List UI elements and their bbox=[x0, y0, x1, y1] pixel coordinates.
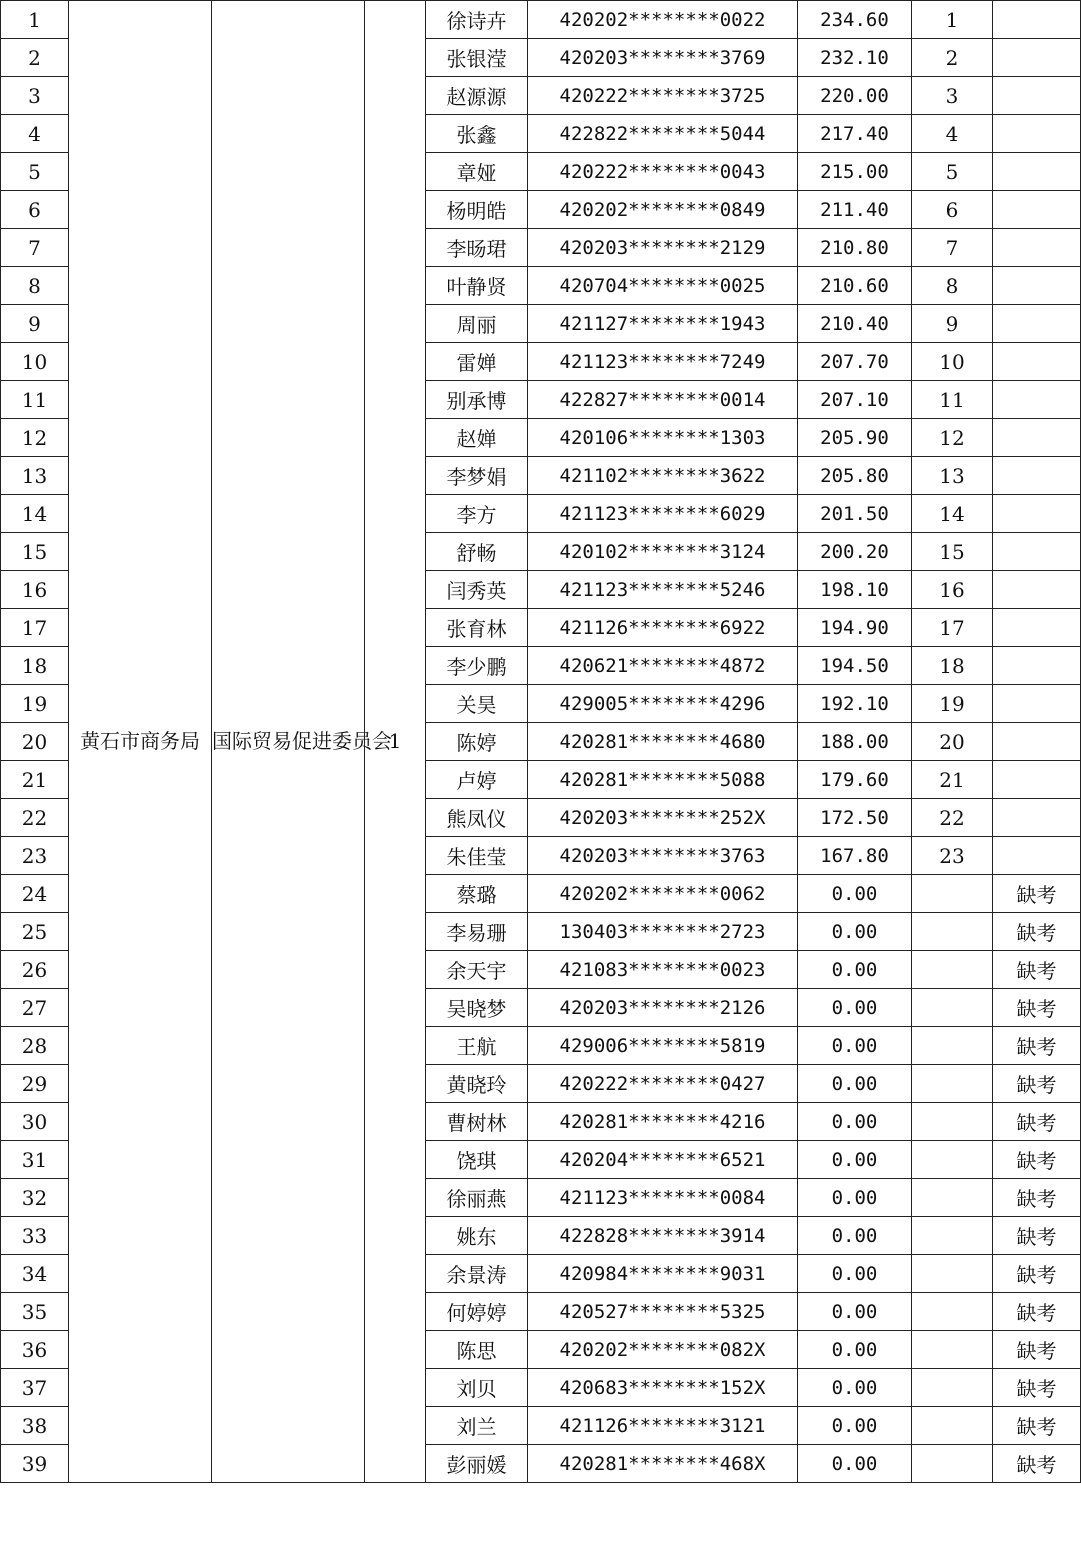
id-number-cell: 420281********4680 bbox=[528, 723, 798, 761]
score-cell: 198.10 bbox=[798, 571, 912, 609]
score-cell: 205.80 bbox=[798, 457, 912, 495]
name-cell: 余天宇 bbox=[426, 951, 528, 989]
name-cell: 王航 bbox=[426, 1027, 528, 1065]
note-cell bbox=[993, 1, 1081, 39]
serial-number-cell: 14 bbox=[1, 495, 69, 533]
serial-number-cell: 3 bbox=[1, 77, 69, 115]
rank-cell: 3 bbox=[912, 77, 993, 115]
note-cell: 缺考 bbox=[993, 1141, 1081, 1179]
rank-cell: 8 bbox=[912, 267, 993, 305]
rank-cell: 21 bbox=[912, 761, 993, 799]
id-number-cell: 420621********4872 bbox=[528, 647, 798, 685]
rank-cell bbox=[912, 1217, 993, 1255]
name-cell: 张育林 bbox=[426, 609, 528, 647]
serial-number-cell: 36 bbox=[1, 1331, 69, 1369]
id-number-cell: 421127********1943 bbox=[528, 305, 798, 343]
score-cell: 0.00 bbox=[798, 1027, 912, 1065]
name-cell: 赵婵 bbox=[426, 419, 528, 457]
rank-cell: 17 bbox=[912, 609, 993, 647]
note-cell bbox=[993, 685, 1081, 723]
id-number-cell: 421123********6029 bbox=[528, 495, 798, 533]
id-number-cell: 420204********6521 bbox=[528, 1141, 798, 1179]
score-cell: 220.00 bbox=[798, 77, 912, 115]
note-cell bbox=[993, 229, 1081, 267]
serial-number-cell: 17 bbox=[1, 609, 69, 647]
id-number-cell: 130403********2723 bbox=[528, 913, 798, 951]
id-number-cell: 420222********3725 bbox=[528, 77, 798, 115]
id-number-cell: 420527********5325 bbox=[528, 1293, 798, 1331]
id-number-cell: 421123********5246 bbox=[528, 571, 798, 609]
note-cell: 缺考 bbox=[993, 989, 1081, 1027]
rank-cell: 12 bbox=[912, 419, 993, 457]
id-number-cell: 429006********5819 bbox=[528, 1027, 798, 1065]
note-cell: 缺考 bbox=[993, 1027, 1081, 1065]
note-cell: 缺考 bbox=[993, 1369, 1081, 1407]
score-cell: 194.50 bbox=[798, 647, 912, 685]
serial-number-cell: 39 bbox=[1, 1445, 69, 1483]
name-cell: 李少鹏 bbox=[426, 647, 528, 685]
rank-cell bbox=[912, 1369, 993, 1407]
score-cell: 207.10 bbox=[798, 381, 912, 419]
score-cell: 205.90 bbox=[798, 419, 912, 457]
serial-number-cell: 7 bbox=[1, 229, 69, 267]
score-cell: 210.40 bbox=[798, 305, 912, 343]
note-cell: 缺考 bbox=[993, 1445, 1081, 1483]
id-number-cell: 420203********252X bbox=[528, 799, 798, 837]
id-number-cell: 420202********0022 bbox=[528, 1, 798, 39]
id-number-cell: 420704********0025 bbox=[528, 267, 798, 305]
serial-number-cell: 19 bbox=[1, 685, 69, 723]
serial-number-cell: 29 bbox=[1, 1065, 69, 1103]
id-number-cell: 420984********9031 bbox=[528, 1255, 798, 1293]
serial-number-cell: 12 bbox=[1, 419, 69, 457]
id-number-cell: 421123********7249 bbox=[528, 343, 798, 381]
name-cell: 徐诗卉 bbox=[426, 1, 528, 39]
name-cell: 余景涛 bbox=[426, 1255, 528, 1293]
note-cell: 缺考 bbox=[993, 875, 1081, 913]
rank-cell: 14 bbox=[912, 495, 993, 533]
name-cell: 彭丽媛 bbox=[426, 1445, 528, 1483]
score-cell: 0.00 bbox=[798, 913, 912, 951]
rank-cell bbox=[912, 1255, 993, 1293]
rank-cell: 19 bbox=[912, 685, 993, 723]
name-cell: 雷婵 bbox=[426, 343, 528, 381]
rank-cell bbox=[912, 1103, 993, 1141]
serial-number-cell: 34 bbox=[1, 1255, 69, 1293]
rank-cell bbox=[912, 989, 993, 1027]
score-cell: 179.60 bbox=[798, 761, 912, 799]
id-number-cell: 420281********5088 bbox=[528, 761, 798, 799]
score-cell: 0.00 bbox=[798, 951, 912, 989]
rank-cell: 18 bbox=[912, 647, 993, 685]
id-number-cell: 421123********0084 bbox=[528, 1179, 798, 1217]
rank-cell: 13 bbox=[912, 457, 993, 495]
note-cell bbox=[993, 533, 1081, 571]
serial-number-cell: 28 bbox=[1, 1027, 69, 1065]
name-cell: 周丽 bbox=[426, 305, 528, 343]
note-cell bbox=[993, 761, 1081, 799]
rank-cell bbox=[912, 1141, 993, 1179]
name-cell: 何婷婷 bbox=[426, 1293, 528, 1331]
serial-number-cell: 4 bbox=[1, 115, 69, 153]
id-number-cell: 420202********082X bbox=[528, 1331, 798, 1369]
table-body bbox=[1, 1, 1081, 1483]
quota-cell: 1 bbox=[365, 1, 426, 1483]
id-number-cell: 420203********2126 bbox=[528, 989, 798, 1027]
id-number-cell: 429005********4296 bbox=[528, 685, 798, 723]
serial-number-cell: 6 bbox=[1, 191, 69, 229]
id-number-cell: 420203********2129 bbox=[528, 229, 798, 267]
score-cell: 0.00 bbox=[798, 1445, 912, 1483]
rank-cell: 10 bbox=[912, 343, 993, 381]
note-cell: 缺考 bbox=[993, 1331, 1081, 1369]
serial-number-cell: 18 bbox=[1, 647, 69, 685]
name-cell: 朱佳莹 bbox=[426, 837, 528, 875]
name-cell: 陈婷 bbox=[426, 723, 528, 761]
id-number-cell: 422828********3914 bbox=[528, 1217, 798, 1255]
score-cell: 0.00 bbox=[798, 1293, 912, 1331]
serial-number-cell: 15 bbox=[1, 533, 69, 571]
note-cell bbox=[993, 647, 1081, 685]
id-number-cell: 420106********1303 bbox=[528, 419, 798, 457]
score-cell: 0.00 bbox=[798, 1141, 912, 1179]
serial-number-cell: 8 bbox=[1, 267, 69, 305]
serial-number-cell: 31 bbox=[1, 1141, 69, 1179]
id-number-cell: 420203********3763 bbox=[528, 837, 798, 875]
name-cell: 徐丽燕 bbox=[426, 1179, 528, 1217]
serial-number-cell: 5 bbox=[1, 153, 69, 191]
name-cell: 杨明皓 bbox=[426, 191, 528, 229]
serial-number-cell: 37 bbox=[1, 1369, 69, 1407]
rank-cell: 1 bbox=[912, 1, 993, 39]
serial-number-cell: 23 bbox=[1, 837, 69, 875]
rank-cell: 22 bbox=[912, 799, 993, 837]
serial-number-cell: 35 bbox=[1, 1293, 69, 1331]
rank-cell bbox=[912, 1179, 993, 1217]
note-cell bbox=[993, 609, 1081, 647]
score-cell: 0.00 bbox=[798, 1407, 912, 1445]
note-cell bbox=[993, 381, 1081, 419]
serial-number-cell: 11 bbox=[1, 381, 69, 419]
name-cell: 舒畅 bbox=[426, 533, 528, 571]
note-cell bbox=[993, 153, 1081, 191]
score-cell: 0.00 bbox=[798, 1331, 912, 1369]
score-cell: 232.10 bbox=[798, 39, 912, 77]
serial-number-cell: 20 bbox=[1, 723, 69, 761]
note-cell bbox=[993, 723, 1081, 761]
note-cell bbox=[993, 419, 1081, 457]
name-cell: 李易珊 bbox=[426, 913, 528, 951]
serial-number-cell: 33 bbox=[1, 1217, 69, 1255]
rank-cell: 9 bbox=[912, 305, 993, 343]
serial-number-cell: 21 bbox=[1, 761, 69, 799]
serial-number-cell: 32 bbox=[1, 1179, 69, 1217]
score-cell: 200.20 bbox=[798, 533, 912, 571]
serial-number-cell: 22 bbox=[1, 799, 69, 837]
note-cell bbox=[993, 799, 1081, 837]
id-number-cell: 420202********0849 bbox=[528, 191, 798, 229]
name-cell: 姚东 bbox=[426, 1217, 528, 1255]
note-cell bbox=[993, 343, 1081, 381]
note-cell bbox=[993, 39, 1081, 77]
rank-cell: 16 bbox=[912, 571, 993, 609]
score-cell: 215.00 bbox=[798, 153, 912, 191]
score-cell: 0.00 bbox=[798, 1103, 912, 1141]
rank-cell: 7 bbox=[912, 229, 993, 267]
name-cell: 张鑫 bbox=[426, 115, 528, 153]
score-cell: 207.70 bbox=[798, 343, 912, 381]
note-cell bbox=[993, 571, 1081, 609]
rank-cell: 15 bbox=[912, 533, 993, 571]
serial-number-cell: 1 bbox=[1, 1, 69, 39]
name-cell: 李旸珺 bbox=[426, 229, 528, 267]
id-number-cell: 420222********0043 bbox=[528, 153, 798, 191]
score-cell: 0.00 bbox=[798, 1217, 912, 1255]
name-cell: 陈思 bbox=[426, 1331, 528, 1369]
name-cell: 吴晓梦 bbox=[426, 989, 528, 1027]
id-number-cell: 420222********0427 bbox=[528, 1065, 798, 1103]
score-cell: 210.60 bbox=[798, 267, 912, 305]
name-cell: 李方 bbox=[426, 495, 528, 533]
note-cell bbox=[993, 457, 1081, 495]
serial-number-cell: 2 bbox=[1, 39, 69, 77]
score-cell: 167.80 bbox=[798, 837, 912, 875]
score-cell: 194.90 bbox=[798, 609, 912, 647]
score-cell: 172.50 bbox=[798, 799, 912, 837]
name-cell: 张银滢 bbox=[426, 39, 528, 77]
rank-cell: 5 bbox=[912, 153, 993, 191]
rank-cell bbox=[912, 1027, 993, 1065]
note-cell: 缺考 bbox=[993, 1179, 1081, 1217]
rank-cell: 2 bbox=[912, 39, 993, 77]
name-cell: 饶琪 bbox=[426, 1141, 528, 1179]
note-cell: 缺考 bbox=[993, 1293, 1081, 1331]
rank-cell bbox=[912, 1293, 993, 1331]
note-cell bbox=[993, 305, 1081, 343]
name-cell: 曹树林 bbox=[426, 1103, 528, 1141]
id-number-cell: 420102********3124 bbox=[528, 533, 798, 571]
serial-number-cell: 9 bbox=[1, 305, 69, 343]
id-number-cell: 422827********0014 bbox=[528, 381, 798, 419]
score-cell: 0.00 bbox=[798, 1255, 912, 1293]
serial-number-cell: 10 bbox=[1, 343, 69, 381]
serial-number-cell: 38 bbox=[1, 1407, 69, 1445]
rank-cell: 23 bbox=[912, 837, 993, 875]
score-cell: 0.00 bbox=[798, 1369, 912, 1407]
rank-cell bbox=[912, 1331, 993, 1369]
note-cell: 缺考 bbox=[993, 1255, 1081, 1293]
rank-cell bbox=[912, 913, 993, 951]
score-cell: 0.00 bbox=[798, 1065, 912, 1103]
score-cell: 217.40 bbox=[798, 115, 912, 153]
id-number-cell: 420202********0062 bbox=[528, 875, 798, 913]
rank-cell: 20 bbox=[912, 723, 993, 761]
id-number-cell: 420281********4216 bbox=[528, 1103, 798, 1141]
name-cell: 卢婷 bbox=[426, 761, 528, 799]
name-cell: 李梦娟 bbox=[426, 457, 528, 495]
note-cell bbox=[993, 115, 1081, 153]
serial-number-cell: 30 bbox=[1, 1103, 69, 1141]
id-number-cell: 421102********3622 bbox=[528, 457, 798, 495]
rank-cell: 6 bbox=[912, 191, 993, 229]
note-cell bbox=[993, 495, 1081, 533]
serial-number-cell: 16 bbox=[1, 571, 69, 609]
note-cell: 缺考 bbox=[993, 1065, 1081, 1103]
name-cell: 刘贝 bbox=[426, 1369, 528, 1407]
score-cell: 192.10 bbox=[798, 685, 912, 723]
id-number-cell: 421083********0023 bbox=[528, 951, 798, 989]
rank-cell bbox=[912, 1065, 993, 1103]
score-cell: 201.50 bbox=[798, 495, 912, 533]
score-cell: 0.00 bbox=[798, 989, 912, 1027]
note-cell bbox=[993, 191, 1081, 229]
serial-number-cell: 27 bbox=[1, 989, 69, 1027]
department-cell: 黄石市商务局 bbox=[69, 1, 212, 1483]
id-number-cell: 422822********5044 bbox=[528, 115, 798, 153]
id-number-cell: 420683********152X bbox=[528, 1369, 798, 1407]
rank-cell: 4 bbox=[912, 115, 993, 153]
id-number-cell: 421126********3121 bbox=[528, 1407, 798, 1445]
note-cell bbox=[993, 267, 1081, 305]
name-cell: 刘兰 bbox=[426, 1407, 528, 1445]
name-cell: 赵源源 bbox=[426, 77, 528, 115]
name-cell: 章娅 bbox=[426, 153, 528, 191]
name-cell: 黄晓玲 bbox=[426, 1065, 528, 1103]
score-cell: 210.80 bbox=[798, 229, 912, 267]
rank-cell bbox=[912, 1445, 993, 1483]
serial-number-cell: 13 bbox=[1, 457, 69, 495]
id-number-cell: 420281********468X bbox=[528, 1445, 798, 1483]
rank-cell: 11 bbox=[912, 381, 993, 419]
serial-number-cell: 24 bbox=[1, 875, 69, 913]
name-cell: 叶静贤 bbox=[426, 267, 528, 305]
rank-cell bbox=[912, 951, 993, 989]
note-cell: 缺考 bbox=[993, 951, 1081, 989]
rank-cell bbox=[912, 1407, 993, 1445]
position-cell: 国际贸易促进委员会 bbox=[212, 1, 365, 1483]
score-cell: 188.00 bbox=[798, 723, 912, 761]
note-cell: 缺考 bbox=[993, 913, 1081, 951]
id-number-cell: 420203********3769 bbox=[528, 39, 798, 77]
id-number-cell: 421126********6922 bbox=[528, 609, 798, 647]
name-cell: 关昊 bbox=[426, 685, 528, 723]
note-cell: 缺考 bbox=[993, 1217, 1081, 1255]
note-cell: 缺考 bbox=[993, 1103, 1081, 1141]
name-cell: 熊凤仪 bbox=[426, 799, 528, 837]
score-cell: 234.60 bbox=[798, 1, 912, 39]
rank-cell bbox=[912, 875, 993, 913]
table-row bbox=[1, 1, 1081, 39]
score-cell: 0.00 bbox=[798, 875, 912, 913]
name-cell: 别承博 bbox=[426, 381, 528, 419]
note-cell bbox=[993, 77, 1081, 115]
name-cell: 蔡璐 bbox=[426, 875, 528, 913]
note-cell bbox=[993, 837, 1081, 875]
serial-number-cell: 26 bbox=[1, 951, 69, 989]
serial-number-cell: 25 bbox=[1, 913, 69, 951]
name-cell: 闫秀英 bbox=[426, 571, 528, 609]
note-cell: 缺考 bbox=[993, 1407, 1081, 1445]
score-cell: 0.00 bbox=[798, 1179, 912, 1217]
score-cell: 211.40 bbox=[798, 191, 912, 229]
